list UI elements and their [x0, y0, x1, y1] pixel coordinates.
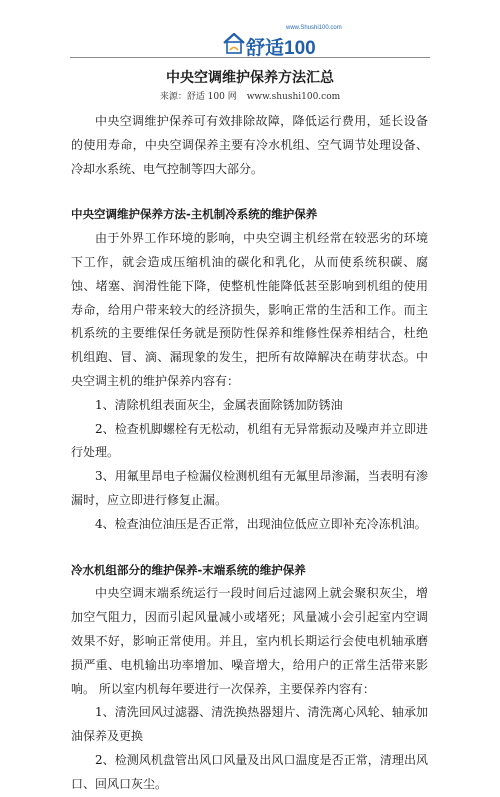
list-item: 1、清洗回风过滤器、清洗换热器翅片、清洗离心风轮、轴承加油保养及更换	[71, 705, 428, 744]
page-header	[0, 0, 500, 60]
source-label: 来源：舒适 100 网	[159, 92, 237, 102]
intro-paragraph: 中央空调维护保养可有效排除故障，降低运行费用，延长设备的使用寿命，中央空调保养主要有冷水机组、空气调节处理设备、冷却水系统、电气控制等四大部分。	[71, 114, 428, 176]
section-heading-terminal: 冷水机组部分的维护保养-末端系统的维护保养	[71, 562, 306, 577]
section-paragraph: 中央空调末端系统运行一段时间后过滤网上就会聚积灰尘，增加空气阻力，因而引起风量减小或堵死；风量减小会引起室内空调效果不好，影响正常使用。并且，室内机长期运行会使电机轴承磨损严重、电机输出功率增加、噪音增大，给用户的正常生活带来影响。 所以室内机每年要进行一次保养，主要保养内容有：	[71, 586, 428, 696]
document-title: 中央空调维护保养方法汇总	[166, 70, 334, 86]
header-divider	[70, 57, 430, 58]
source-line	[0, 89, 500, 102]
section-heading-main-unit: 中央空调维护保养方法-主机制冷系统的维护保养	[71, 207, 318, 222]
list-item: 4、检查油位油压是否正常，出现油位低应立即补充冷冻机油。	[95, 516, 427, 531]
list-item: 3、用氟里昂电子检漏仪检测机组有无氟里昂渗漏，当表明有渗漏时，应立即进行修复止漏。	[71, 469, 428, 507]
list-item: 1、清除机组表面灰尘，金属表面除锈加防锈油	[95, 397, 343, 412]
house-logo-icon	[222, 32, 246, 54]
list-item: 2、检查机脚螺栓有无松动，机组有无异常振动及噪声并立即进行处理。	[71, 421, 428, 460]
section-paragraph: 由于外界工作环境的影响，中央空调主机经常在较恶劣的环境下工作，就会造成压缩机油的碳化和乳化，从而使系统积碳、腐蚀、堵塞、润滑性能下降，使整机性能降低甚至影响到机组的使用寿命，给用户带来较大的经济损失，影响正常的生活和工作。而主机系统的主要维保任务就是预防性保养和维修性保养相结合，杜绝机组跑、冒、滴、漏现象的发生，把所有故障解决在萌芽状态。中央空调主机的维护保养内容有：	[71, 231, 428, 388]
list-item: 2、检测风机盘管出风口风量及出风口温度是否正常，清理出风口、回风口灰尘。	[71, 752, 428, 791]
brand-logo-text: 舒适100	[246, 38, 316, 59]
source-url[interactable]: www.shushi100.com	[246, 92, 341, 102]
document-body	[71, 110, 428, 797]
spacer	[71, 181, 428, 203]
brand-url[interactable]: www.Shushi100.com	[286, 25, 342, 31]
spacer	[71, 537, 428, 559]
